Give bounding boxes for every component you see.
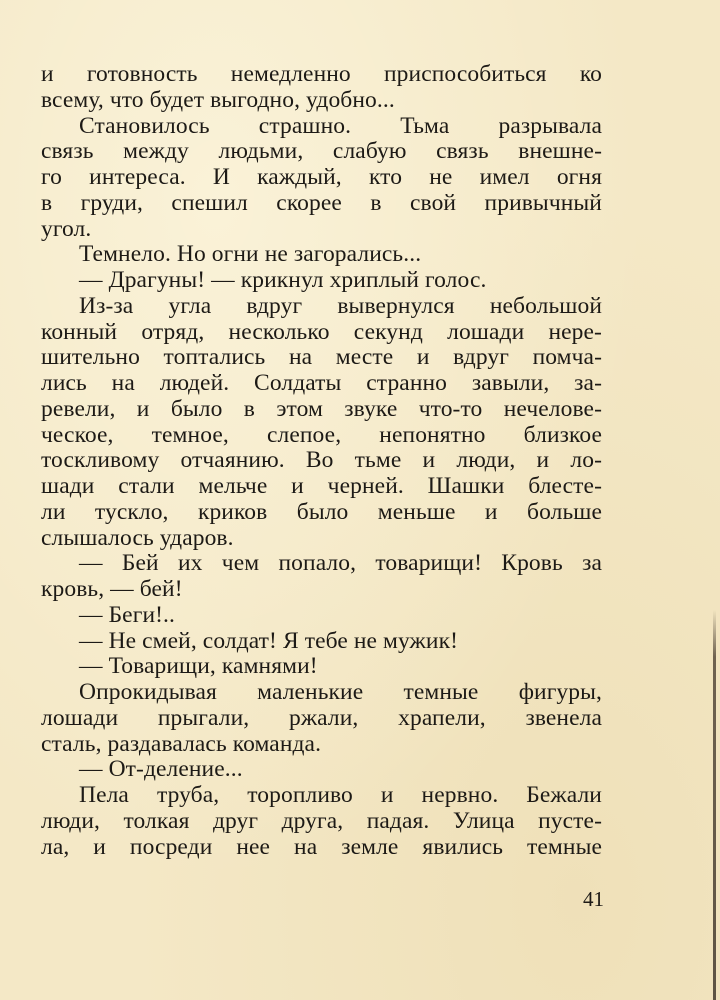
- text-line: Становилось страшно. Тьма разрывала: [79, 112, 602, 139]
- text-line: всему, что будет выгодно, удобно...: [41, 86, 395, 113]
- body-text: [41, 62, 602, 860]
- text-line: связь между людьми, слабую связь внешне-: [41, 138, 602, 165]
- text-line: тоскливому отчаянию. Во тьме и люди, и ло-: [41, 447, 602, 474]
- text-line: Опрокидывая маленькие темные фигуры,: [79, 679, 602, 705]
- text-line: — Беги!..: [79, 601, 175, 628]
- text-line: го интереса. И каждый, кто не имел огня: [41, 164, 602, 190]
- text-line: сталь, раздавалась команда.: [41, 730, 322, 757]
- text-line: слышалось ударов.: [41, 524, 234, 551]
- text-line: ческое, темное, слепое, непонятно близкое: [41, 421, 602, 448]
- text-line: Темнело. Но огни не загорались...: [79, 241, 422, 268]
- text-line: люди, толкая друг друга, падая. Улица пусте-: [41, 807, 602, 834]
- text-line: — Бей их чем попало, товарищи! Кровь за: [79, 550, 602, 577]
- text-line: шительно топтались на месте и вдруг помча-: [41, 344, 602, 371]
- text-line: — От-деление...: [79, 756, 243, 783]
- text-line: — Драгуны! — крикнул хриплый голос.: [79, 267, 487, 293]
- text-line: — Не смей, солдат! Я тебе не мужик!: [79, 627, 459, 654]
- text-line: лошади прыгали, ржали, храпели, звенела: [41, 704, 602, 731]
- text-line: конный отряд, несколько секунд лошади нере-: [41, 318, 602, 345]
- text-line: ревели, и было в этом звуке что-то нечелове-: [41, 395, 602, 422]
- text-line: кровь, — бей!: [41, 576, 183, 602]
- text-line: Из-за угла вдруг вывернулся небольшой: [79, 292, 602, 319]
- text-line: Пела труба, торопливо и нервно. Бежали: [79, 782, 602, 808]
- text-line: в груди, спешил скорее в свой привычный: [41, 189, 602, 216]
- text-line: ла, и посреди нее на земле явились темные: [41, 833, 602, 860]
- page-edge-shadow: [713, 610, 716, 1000]
- text-line: ли тускло, криков было меньше и больше: [41, 498, 602, 525]
- text-line: — Товарищи, камнями!: [79, 653, 318, 680]
- text-line: шади стали мельче и черней. Шашки блесте-: [41, 473, 602, 499]
- page-number: 41: [583, 887, 604, 911]
- text-line: угол.: [41, 215, 92, 242]
- text-line: и готовность немедленно приспособиться ко: [41, 61, 602, 87]
- text-line: лись на людей. Солдаты странно завыли, за-: [41, 370, 602, 396]
